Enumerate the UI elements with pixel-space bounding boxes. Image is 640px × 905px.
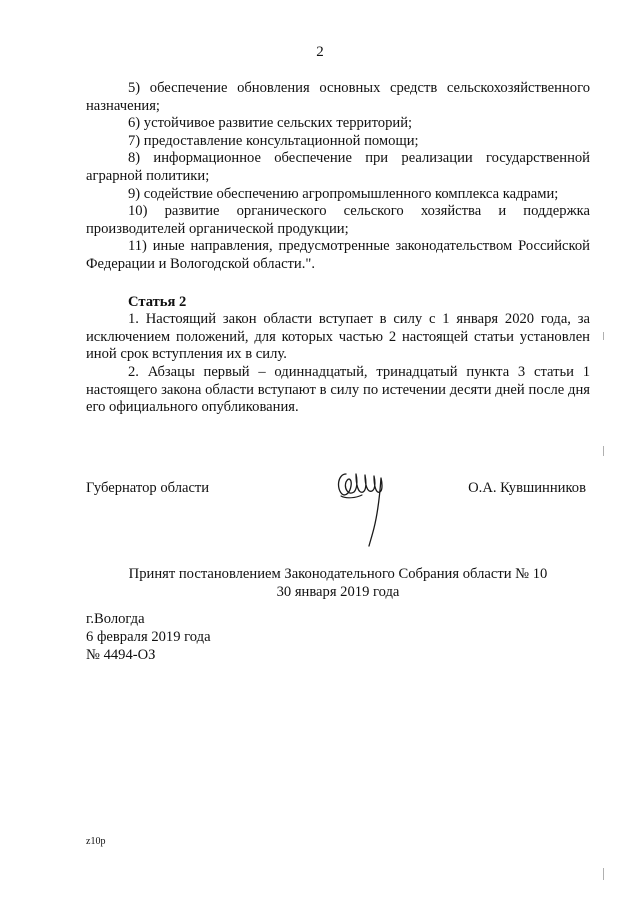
signer-name: О.А. Кувшинников	[468, 480, 586, 496]
law-date: 6 февраля 2019 года	[86, 629, 211, 645]
scan-edge-mark	[603, 868, 604, 880]
scan-edge-mark	[603, 446, 604, 456]
signer-position: Губернатор области	[86, 480, 210, 496]
adoption-date: 30 января 2019 года	[276, 583, 400, 600]
adoption-note	[86, 566, 590, 601]
city: г.Вологда	[86, 611, 145, 627]
list-item: 8) информационное обеспечение при реализации государственной аграрной политики;	[86, 150, 590, 184]
footer-code: z10p	[86, 836, 106, 847]
list-item: 7) предоставление консультационной помощи;	[128, 132, 419, 149]
list-item: 10) развитие органического сельского хозяйства и поддержка производителей органической продукции;	[86, 203, 590, 237]
handwritten-signature	[332, 466, 392, 548]
signature-row	[86, 480, 590, 560]
list-item: 6) устойчивое развитие сельских территорий;	[128, 115, 413, 132]
list-item: 9) содействие обеспечению агропромышленного комплекса кадрами;	[128, 185, 559, 202]
adoption-line: Принят постановлением Законодательного Собрания области № 10	[128, 566, 548, 582]
list-item: 11) иные направления, предусмотренные законодательством Российской Федерации и Вологодской области.".	[86, 238, 590, 272]
article-title: Статья 2	[128, 293, 187, 310]
list-item: 5) обеспечение обновления основных средств сельскохозяйственного назначения;	[86, 80, 590, 114]
scan-edge-mark	[603, 332, 604, 340]
page-number: 2	[316, 44, 324, 60]
place-date-block	[86, 610, 211, 664]
article-paragraph: 1. Настоящий закон области вступает в силу с 1 января 2020 года, за исключением положений, для которых частью 2 настоящей статьи установлен иной срок вступления их в силу.	[86, 311, 590, 363]
document-body	[86, 80, 590, 417]
article-paragraph: 2. Абзацы первый – одиннадцатый, тринадцатый пункта 3 статьи 1 настоящего закона области вступают в силу по истечении десяти дней после дня его официального опубликования.	[86, 363, 590, 416]
law-number: № 4494-ОЗ	[86, 647, 156, 663]
